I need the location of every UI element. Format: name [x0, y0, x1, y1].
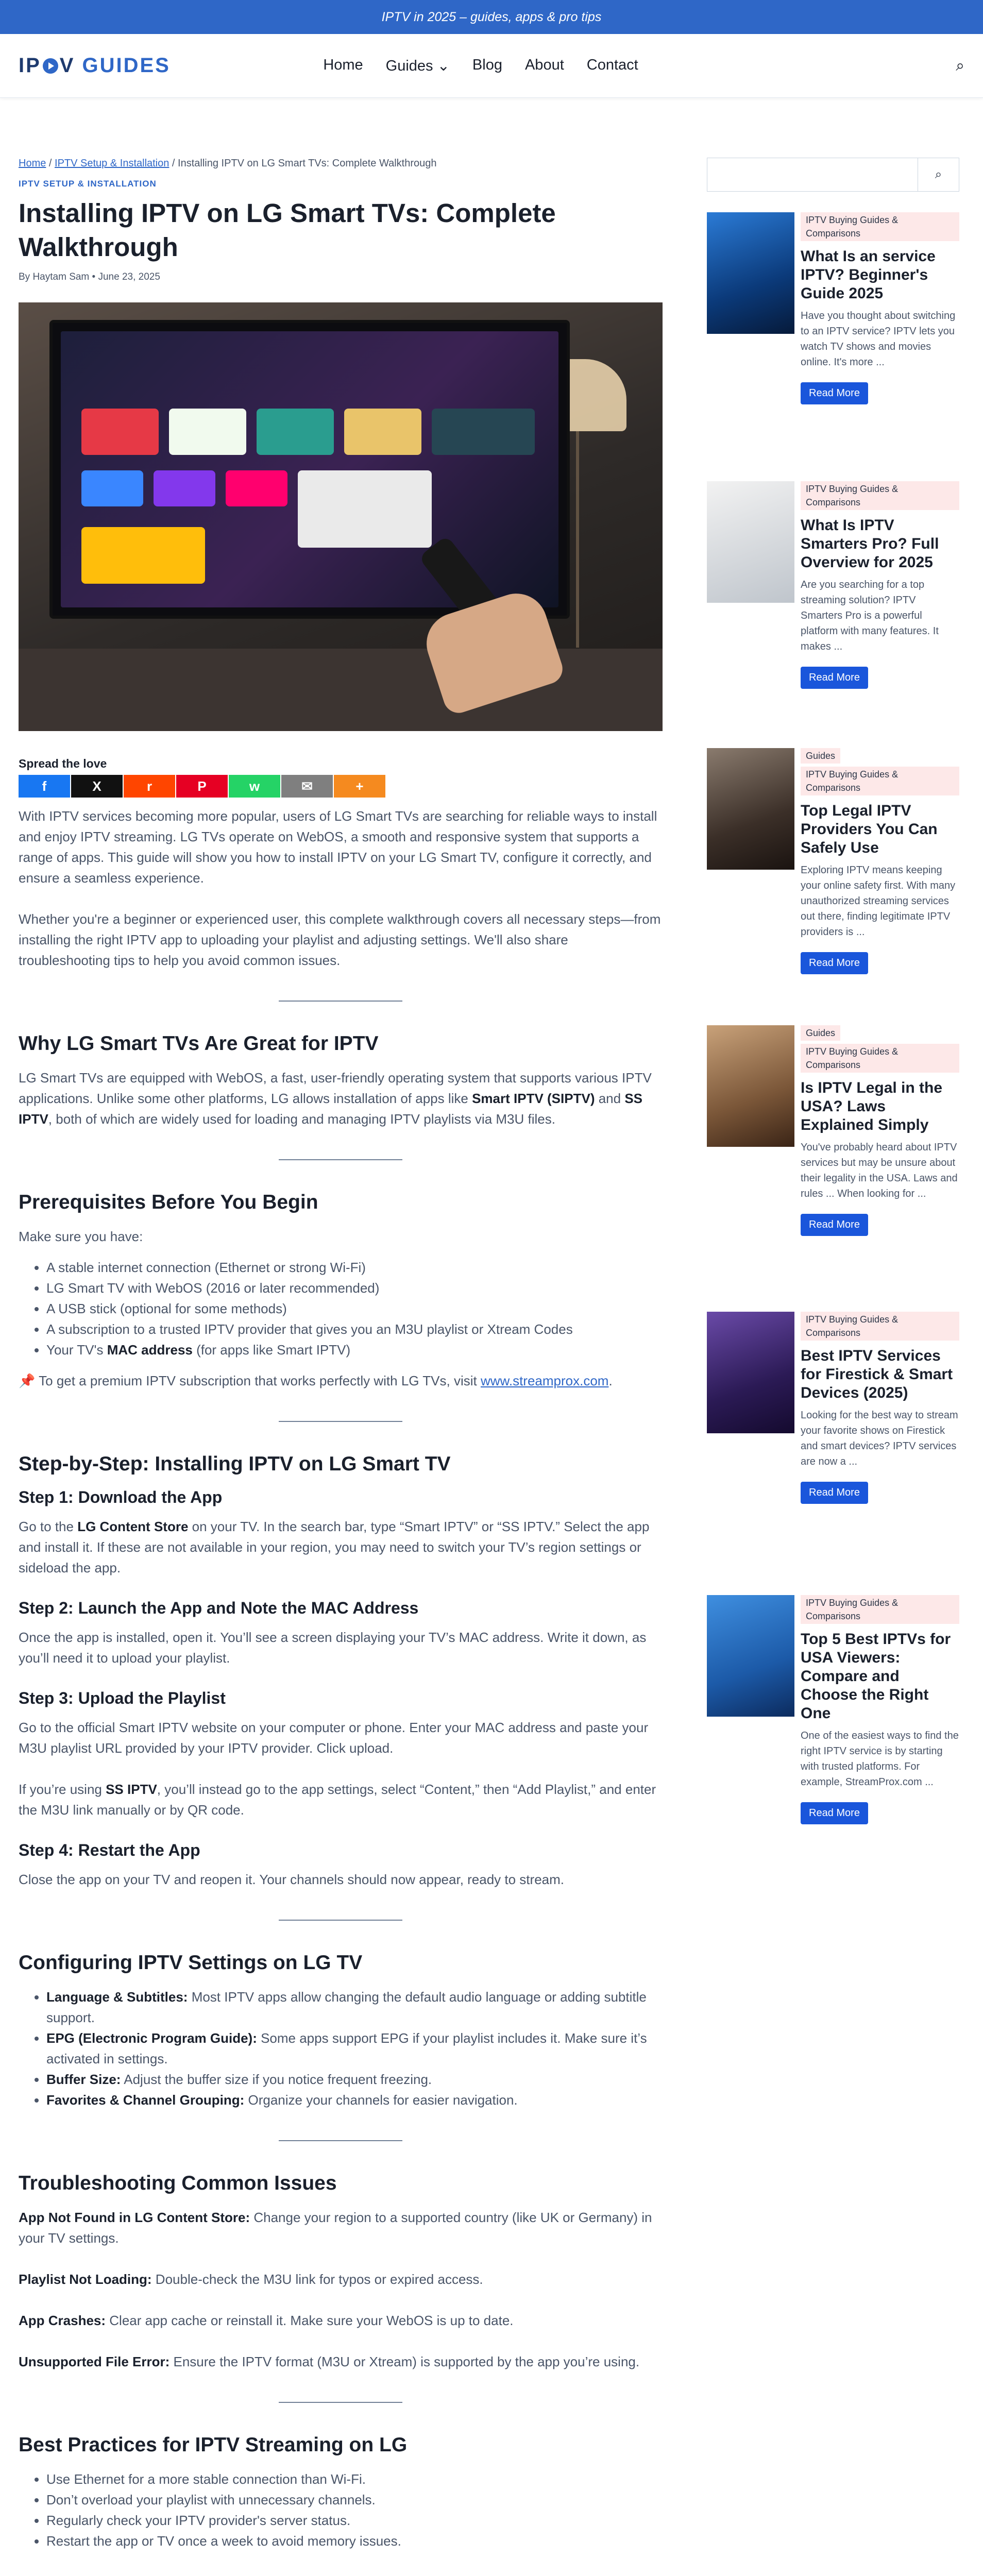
list-item: • A subscription to a trusted IPTV provider that gives you an M3U playlist or Xtream Codes [46, 1319, 663, 1340]
read-more-button[interactable]: Read More [801, 382, 868, 404]
x-icon: X [92, 778, 101, 794]
search-icon: ⌕ [935, 167, 942, 181]
sidebar-post-title[interactable]: Is IPTV Legal in the USA? Laws Explained Simply [801, 1079, 943, 1133]
streamprox-link[interactable]: www.streamprox.com [480, 1373, 609, 1388]
site-header [0, 34, 983, 98]
share-pinterest-button[interactable] [176, 775, 228, 798]
intro-paragraph-2: Whether you're a beginner or experienced user, this complete walkthrough covers all necessary steps—from installing the right IPTV app to uploading your playlist and adjusting settings. We'll also share troubleshooting tips to help you avoid common issues. [19, 911, 661, 968]
sidebar-post-thumbnail[interactable] [707, 748, 794, 870]
share-email-button[interactable] [281, 775, 333, 798]
sidebar-post-thumbnail[interactable] [707, 481, 794, 603]
list-item: • Restart the app or TV once a week to avoid memory issues. [46, 2531, 663, 2551]
article-category[interactable]: IPTV SETUP & INSTALLATION [19, 179, 157, 189]
prereq-intro: Make sure you have: [19, 1229, 143, 1244]
divider [279, 2140, 402, 2141]
nav-contact[interactable]: Contact [586, 57, 638, 73]
site-logo[interactable] [19, 54, 171, 77]
troubleshoot-item: App Crashes: Clear app cache or reinstall it. Make sure your WebOS is up to date. [19, 2313, 514, 2328]
tv-illustration [49, 320, 570, 619]
list-item: • A stable internet connection (Ethernet or strong Wi-Fi) [46, 1257, 663, 1278]
sidebar-post-excerpt: Have you thought about switching to an IPTV service? IPTV lets you watch TV shows and movies online. It's more ... [801, 310, 956, 368]
best-practices-list [19, 2469, 663, 2551]
top-announcement-bar [0, 0, 983, 34]
list-item: • Don’t overload your playlist with unnecessary channels. [46, 2489, 663, 2510]
article-column [19, 158, 663, 2576]
sidebar-post-card [707, 481, 959, 689]
list-item: • Regularly check your IPTV provider's server status. [46, 2510, 663, 2531]
sidebar-post-title[interactable]: Best IPTV Services for Firestick & Smart Devices (2025) [801, 1347, 953, 1401]
list-item: • LG Smart TV with WebOS (2016 or later recommended) [46, 1278, 663, 1298]
share-title: Spread the love [19, 757, 107, 770]
category-tag[interactable]: Guides [801, 748, 840, 764]
divider [279, 1001, 402, 1002]
read-more-button[interactable]: Read More [801, 1214, 868, 1236]
sidebar-post-thumbnail[interactable] [707, 1312, 794, 1433]
share-whatsapp-button[interactable] [229, 775, 280, 798]
search-icon[interactable]: ⌕ [956, 57, 964, 74]
section-best-practices-heading: Best Practices for IPTV Streaming on LG [19, 2434, 408, 2456]
reddit-icon: r [146, 778, 152, 794]
category-tag[interactable]: IPTV Buying Guides & Comparisons [801, 1312, 959, 1341]
logo-text-mid: V [59, 54, 75, 77]
breadcrumb-current: Installing IPTV on LG Smart TVs: Complete Walkthrough [178, 158, 437, 169]
section-steps-heading: Step-by-Step: Installing IPTV on LG Smart TV [19, 1453, 451, 1475]
pinterest-icon: P [197, 778, 207, 794]
troubleshoot-item: Playlist Not Loading: Double-check the M3U link for typos or expired access. [19, 2272, 483, 2287]
category-tag[interactable]: Guides [801, 1025, 840, 1041]
read-more-button[interactable]: Read More [801, 1482, 868, 1504]
sidebar-post-excerpt: You've probably heard about IPTV services but may be unsure about their legality in the USA. Laws and rules ... When looking for ... [801, 1142, 958, 1199]
nav-blog[interactable]: Blog [472, 57, 502, 73]
list-item: • Buffer Size: Adjust the buffer size if you notice frequent freezing. [46, 2069, 663, 2090]
category-tag[interactable]: IPTV Buying Guides & Comparisons [801, 767, 959, 795]
sidebar-post-title[interactable]: Top Legal IPTV Providers You Can Safely Use [801, 802, 938, 856]
list-item: • Use Ethernet for a more stable connection than Wi-Fi. [46, 2469, 663, 2489]
sidebar [707, 158, 959, 1819]
list-item: • Language & Subtitles: Most IPTV apps allow changing the default audio language or adding subtitle support. [46, 1987, 663, 2028]
sidebar-post-card [707, 1025, 959, 1236]
read-more-button[interactable]: Read More [801, 952, 868, 974]
email-icon: ✉ [301, 778, 313, 794]
list-item: • Favorites & Channel Grouping: Organize your channels for easier navigation. [46, 2090, 663, 2110]
search-input[interactable] [707, 158, 918, 191]
sidebar-post-thumbnail[interactable] [707, 212, 794, 334]
sidebar-post-title[interactable]: What Is IPTV Smarters Pro? Full Overview for 2025 [801, 517, 939, 571]
divider [279, 1421, 402, 1422]
section-troubleshoot-heading: Troubleshooting Common Issues [19, 2172, 337, 2194]
logo-text-left: IP [19, 54, 41, 77]
intro-paragraph-1: With IPTV services becoming more popular, users of LG Smart TVs are searching for reliable ways to install and enjoy IPTV streaming. LG TVs operate on WebOS, a smooth and responsive system that supports a range of apps. This guide will show you how to install IPTV on your LG Smart TV, configure it correctly, and ensure a seamless experience. [19, 808, 657, 886]
step-2-text: Once the app is installed, open it. You’ll see a screen displaying your TV’s MAC address. Write it down, as you’ll need it to upload your playlist. [19, 1630, 647, 1666]
troubleshoot-item: Unsupported File Error: Ensure the IPTV format (M3U or Xtream) is supported by the app you’re using. [19, 2354, 640, 2369]
sidebar-post-thumbnail[interactable] [707, 1595, 794, 1717]
section-why-text: LG Smart TVs are equipped with WebOS, a fast, user-friendly operating system that supports various IPTV applications. Unlike some other platforms, LG allows installation of apps like Smart IPTV (SIPTV) and SS IPTV, both of which are widely used for loading and managing IPTV playlists via M3U files. [19, 1070, 652, 1127]
divider [279, 1920, 402, 1921]
divider [279, 1159, 402, 1160]
featured-image [19, 302, 663, 731]
page-title: Installing IPTV on LG Smart TVs: Complete Walkthrough [19, 198, 556, 262]
sidebar-search [707, 158, 959, 192]
list-item: • Your TV's MAC address (for apps like Smart IPTV) [46, 1340, 663, 1360]
sofa-illustration [19, 649, 663, 731]
category-tag[interactable]: IPTV Buying Guides & Comparisons [801, 1595, 959, 1624]
sidebar-post-excerpt: Are you searching for a top streaming solution? IPTV Smarters Pro is a powerful platform with many features. It makes ... [801, 579, 939, 652]
more-icon: + [355, 778, 364, 794]
step-4-heading: Step 4: Restart the App [19, 1841, 200, 1859]
sidebar-post-card [707, 1595, 959, 1824]
sidebar-post-excerpt: Exploring IPTV means keeping your online safety first. With many unauthorized streaming services out there, finding legitimate IPTV providers is ... [801, 865, 956, 938]
sidebar-post-card [707, 212, 959, 404]
section-why-heading: Why LG Smart TVs Are Great for IPTV [19, 1032, 379, 1055]
whatsapp-icon: w [249, 778, 260, 794]
share-buttons [19, 775, 663, 798]
share-reddit-button[interactable] [124, 775, 175, 798]
section-prereq-heading: Prerequisites Before You Begin [19, 1191, 318, 1213]
sidebar-post-thumbnail[interactable] [707, 1025, 794, 1147]
read-more-button[interactable]: Read More [801, 667, 868, 689]
troubleshoot-item: App Not Found in LG Content Store: Change your region to a supported country (like UK or Germany) in your TV settings. [19, 2210, 652, 2246]
logo-text-right: GUIDES [82, 54, 171, 77]
step-3-heading: Step 3: Upload the Playlist [19, 1689, 226, 1707]
list-item: • A USB stick (optional for some methods) [46, 1298, 663, 1319]
search-button[interactable] [918, 158, 959, 191]
share-more-button[interactable] [334, 775, 385, 798]
step-3-text: Go to the official Smart IPTV website on your computer or phone. Enter your MAC address and paste your M3U playlist URL provided by your IPTV provider. Click upload. [19, 1720, 649, 1756]
sidebar-post-title[interactable]: What Is an service IPTV? Beginner's Guide 2025 [801, 248, 936, 302]
share-facebook-button[interactable] [19, 775, 70, 798]
read-more-button[interactable]: Read More [801, 1802, 868, 1824]
prereq-list [19, 1257, 663, 1360]
sidebar-post-excerpt: Looking for the best way to stream your favorite shows on Firestick and smart devices? IPTV services are now a ... [801, 1410, 958, 1467]
facebook-icon: f [42, 778, 47, 794]
share-x-button[interactable] [71, 775, 123, 798]
play-icon [43, 58, 58, 74]
main-nav [323, 57, 638, 75]
nav-guides[interactable]: Guides ⌄ [385, 58, 450, 74]
prereq-tip: 📌 To get a premium IPTV subscription that works perfectly with LG TVs, visit www.streamprox.com. [19, 1373, 613, 1388]
divider [279, 2402, 402, 2403]
step-3-ss-text: If you’re using SS IPTV, you’ll instead go to the app settings, select “Content,” then “Add Playlist,” and enter the M3U link manually or by QR code. [19, 1782, 656, 1818]
sidebar-post-card [707, 748, 959, 974]
nav-about[interactable]: About [524, 57, 564, 73]
config-list [19, 1987, 663, 2110]
sidebar-post-card [707, 1312, 959, 1504]
breadcrumb-category[interactable]: IPTV Setup & Installation [55, 158, 170, 169]
nav-home[interactable]: Home [323, 57, 363, 73]
step-4-text: Close the app on your TV and reopen it. Your channels should now appear, ready to stream. [19, 1872, 564, 1887]
sidebar-post-excerpt: One of the easiest ways to find the right IPTV service is by starting with trusted platforms. For example, StreamProx.com ... [801, 1730, 959, 1788]
category-tag[interactable]: IPTV Buying Guides & Comparisons [801, 212, 959, 241]
category-tag[interactable]: IPTV Buying Guides & Comparisons [801, 481, 959, 510]
sidebar-post-title[interactable]: Top 5 Best IPTVs for USA Viewers: Compare and Choose the Right One [801, 1631, 951, 1722]
section-config-heading: Configuring IPTV Settings on LG TV [19, 1952, 363, 1974]
list-item: • EPG (Electronic Program Guide): Some apps support EPG if your playlist includes it. Make sure it’s activated in settings. [46, 2028, 663, 2069]
step-2-heading: Step 2: Launch the App and Note the MAC Address [19, 1599, 419, 1617]
breadcrumb: Home / IPTV Setup & Installation / Installing IPTV on LG Smart TVs: Complete Walkthrough [19, 158, 437, 169]
pin-icon: 📌 [19, 1373, 36, 1388]
step-1-heading: Step 1: Download the App [19, 1488, 223, 1506]
post-meta: By Haytam Sam • June 23, 2025 [19, 272, 160, 282]
breadcrumb-home[interactable]: Home [19, 158, 46, 169]
category-tag[interactable]: IPTV Buying Guides & Comparisons [801, 1044, 959, 1073]
step-1-text: Go to the LG Content Store on your TV. In the search bar, type “Smart IPTV” or “SS IPTV.” Select the app and install it. If these are not available in your region, you may need to switch your TV’s region settings or sideload the app. [19, 1519, 650, 1575]
announcement-text: IPTV in 2025 – guides, apps & pro tips [381, 9, 602, 24]
